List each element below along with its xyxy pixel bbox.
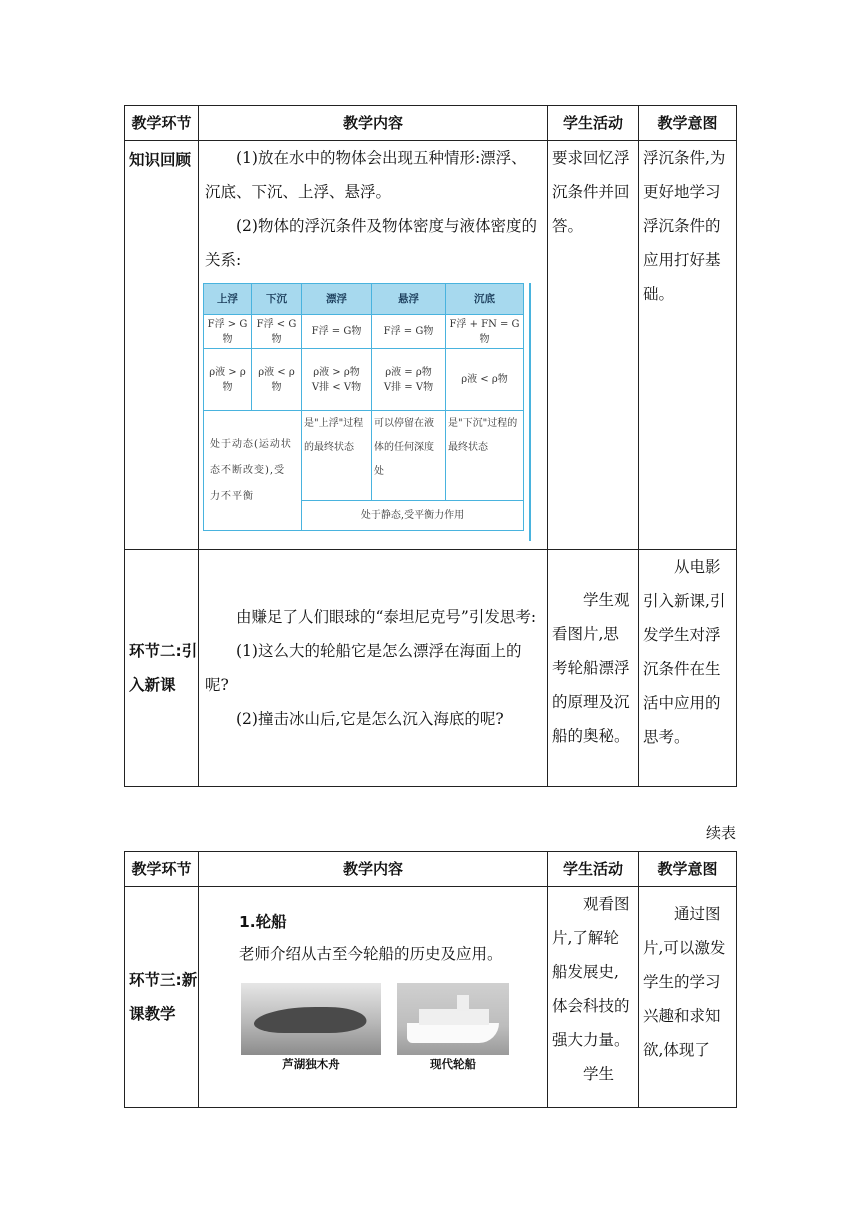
newlesson-title: 1.轮船 xyxy=(239,913,287,931)
header-stage: 教学环节 xyxy=(125,106,199,141)
section-review-label: 知识回顾 xyxy=(129,151,192,169)
dynamic-state-note: 处于动态(运动状态不断改变),受力不平衡 xyxy=(204,411,302,531)
canoe-caption: 芦湖独木舟 xyxy=(282,1057,340,1071)
header-content: 教学内容 xyxy=(199,106,548,141)
newlesson-intent xyxy=(639,887,737,1108)
newlesson-activity xyxy=(548,887,639,1108)
review-content xyxy=(199,141,548,550)
header-stage-2: 教学环节 xyxy=(125,852,199,887)
review-paragraph-2: (2)物体的浮沉条件及物体密度与液体密度的关系: xyxy=(205,217,537,269)
static-state-note: 处于静态,受平衡力作用 xyxy=(302,501,524,531)
volume-floating-value: V排 < V物 xyxy=(311,381,362,393)
density-suspended xyxy=(372,349,446,411)
review-activity: 要求回忆浮沉条件并回答。 xyxy=(548,141,639,550)
intro-paragraph-3: (2)撞击冰山后,它是怎么沉入海底的呢? xyxy=(236,710,504,728)
float-condition-table xyxy=(203,283,524,531)
float-head-sink: 下沉 xyxy=(252,284,302,315)
float-head-floating: 漂浮 xyxy=(302,284,372,315)
density-bottom: ρ液 < ρ物 xyxy=(446,349,524,411)
section-review xyxy=(125,141,199,550)
float-condition-figure xyxy=(203,283,529,541)
float-head-suspended: 悬浮 xyxy=(372,284,446,315)
intro-activity xyxy=(548,550,639,787)
section-intro-label: 环节二:引入新课 xyxy=(129,642,198,694)
header-intent-2: 教学意图 xyxy=(639,852,737,887)
force-bottom: F浮 + FN = G物 xyxy=(446,315,524,349)
newlesson-intent-text: 通过图片,可以激发学生的学习兴趣和求知欲,体现了 xyxy=(643,905,726,1059)
volume-suspended-value: V排 = V物 xyxy=(383,381,434,393)
suspended-note: 可以停留在液体的任何深度处 xyxy=(372,411,446,501)
floating-note: 是"上浮"过程的最终状态 xyxy=(302,411,372,501)
density-sink: ρ液 < ρ物 xyxy=(252,349,302,411)
review-paragraph-1: (1)放在水中的物体会出现五种情形:漂浮、沉底、下沉、上浮、悬浮。 xyxy=(205,149,527,201)
header-activity: 学生活动 xyxy=(548,106,639,141)
intro-intent xyxy=(639,550,737,787)
force-rise: F浮 > G物 xyxy=(204,315,252,349)
section-newlesson-label: 环节三:新课教学 xyxy=(129,971,198,1023)
force-floating: F浮 = G物 xyxy=(302,315,372,349)
lesson-table-2 xyxy=(124,851,737,1108)
review-intent: 浮沉条件,为更好地学习浮沉条件的应用打好基础。 xyxy=(639,141,737,550)
newlesson-content xyxy=(199,887,548,1108)
section-newlesson xyxy=(125,887,199,1108)
density-rise: ρ液 > ρ物 xyxy=(204,349,252,411)
lesson-table-1 xyxy=(124,105,737,787)
intro-intent-text: 从电影引入新课,引发学生对浮沉条件在生活中应用的思考。 xyxy=(643,558,726,746)
boat-images xyxy=(241,983,547,1073)
bottom-note: 是"下沉"过程的最终状态 xyxy=(446,411,524,501)
intro-paragraph-2: (1)这么大的轮船它是怎么漂浮在海面上的呢? xyxy=(205,642,522,694)
image-modern-ship xyxy=(397,983,509,1073)
figure-border-line xyxy=(529,283,531,541)
float-head-rise: 上浮 xyxy=(204,284,252,315)
modern-ship-caption: 现代轮船 xyxy=(430,1057,476,1071)
section-intro xyxy=(125,550,199,787)
image-canoe xyxy=(241,983,381,1073)
canoe-photo xyxy=(241,983,381,1055)
newlesson-paragraph-1: 老师介绍从古至今轮船的历史及应用。 xyxy=(239,945,503,963)
float-head-bottom: 沉底 xyxy=(446,284,524,315)
header-content-2: 教学内容 xyxy=(199,852,548,887)
modern-ship-photo xyxy=(397,983,509,1055)
intro-paragraph-1: 由赚足了人们眼球的“泰坦尼克号”引发思考: xyxy=(236,608,537,626)
density-floating xyxy=(302,349,372,411)
continued-label: 续表 xyxy=(705,824,736,842)
intro-activity-text: 学生观看图片,思考轮船漂浮的原理及沉船的奥秘。 xyxy=(552,591,630,745)
force-suspended: F浮 = G物 xyxy=(372,315,446,349)
density-floating-value: ρ液 > ρ物 xyxy=(313,366,360,378)
intro-content xyxy=(199,550,548,787)
newlesson-activity-text-2: 学生 xyxy=(583,1065,615,1083)
newlesson-activity-text-1: 观看图片,了解轮船发展史,体会科技的强大力量。 xyxy=(552,895,630,1049)
density-suspended-value: ρ液 = ρ物 xyxy=(385,366,432,378)
header-activity-2: 学生活动 xyxy=(548,852,639,887)
force-sink: F浮 < G物 xyxy=(252,315,302,349)
header-intent: 教学意图 xyxy=(639,106,737,141)
